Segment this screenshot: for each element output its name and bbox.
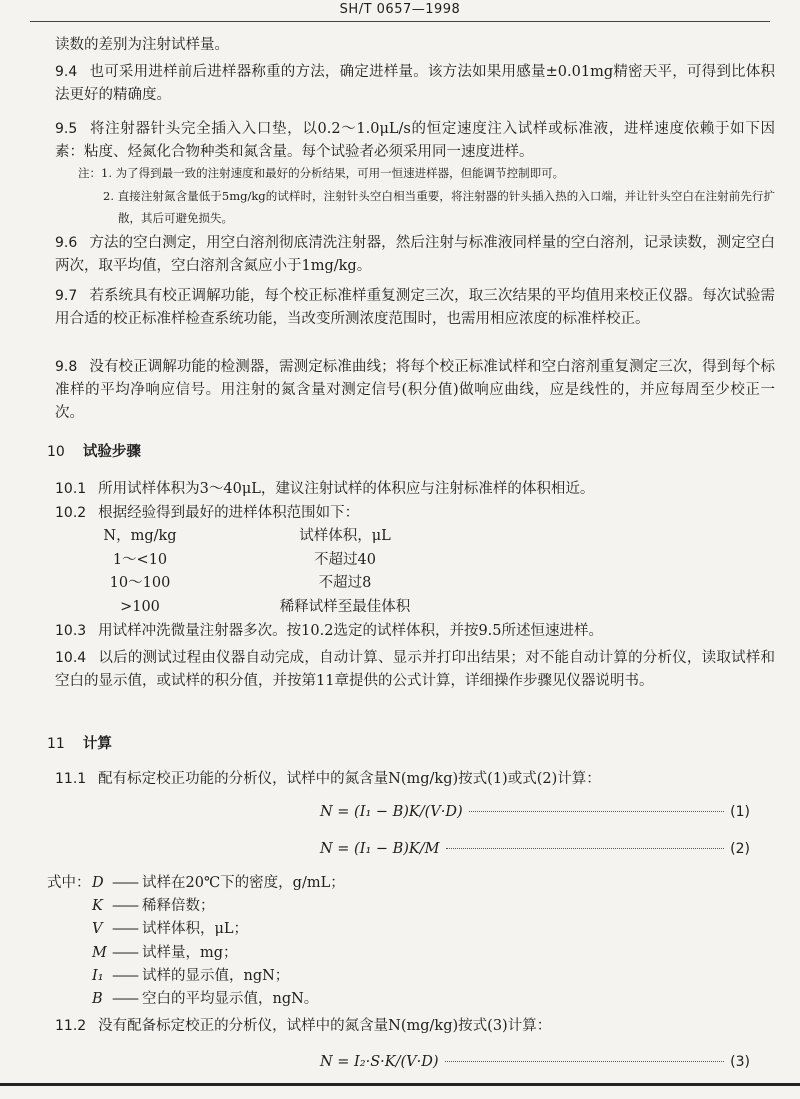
note-2 — [103, 185, 775, 229]
clause-text: 用试样冲洗微量注射器多次。按10.2选定的试样体积，并按9.5所述恒速进样。 — [98, 623, 604, 639]
table-row — [100, 572, 460, 596]
table-cell: 10～100 — [109, 575, 171, 592]
clause-number: 9.6 — [55, 235, 78, 251]
clause-text: 没有校正调解功能的检测器，需测定标准曲线；将每个校正标准试样和空白溶剂重复测定三次，得到每个标准样的平均净响应信号。用注射的氮含量对测定信号(积分值)做响应曲线，应是线性的，并应每周至少校正一次。 — [55, 359, 775, 421]
clause-9-6 — [55, 232, 775, 278]
table-row — [100, 596, 460, 620]
table-cell: 稀释试样至最佳体积 — [279, 598, 411, 615]
table-cell: 不超过8 — [318, 575, 372, 592]
clause-10-3 — [55, 620, 775, 643]
note-text: 2. 直接注射氮含量低于5mg/kg的试样时，注射针头空白相当重要，将注射器的针头插入热的入口端，并让针头空白在注射前先行扩散，其后可避免损失。 — [103, 189, 775, 225]
clause-text: 将注射器针头完全插入入口垫，以0.2～1.0μL/s的恒定速度注入试样或标准液，进样速度依赖于如下因素：粘度、烃氮化合物种类和氮含量。每个试验者必须采用同一速度进样。 — [55, 121, 775, 160]
variable-symbol: K — [92, 898, 103, 915]
formula-number: (1) — [730, 804, 750, 820]
continued-text-content: 读数的差别为注射试样量。 — [55, 37, 229, 53]
clause-number: 11.1 — [55, 771, 87, 787]
clause-number: 9.8 — [55, 359, 78, 375]
variable-description: 试样量，mg； — [142, 944, 238, 961]
formula-1 — [320, 801, 750, 824]
clause-text: 配有标定校正功能的分析仪，试样中的氮含量N(mg/kg)按式(1)或式(2)计算： — [98, 771, 601, 787]
sample-volume-table — [100, 525, 460, 619]
variable-symbol: M — [92, 944, 107, 961]
footer-rule — [0, 1083, 800, 1086]
table-header-row — [100, 525, 460, 549]
clause-11-1 — [55, 768, 775, 791]
table-cell: >100 — [120, 598, 160, 615]
note-label: 注： — [78, 166, 101, 180]
clause-text: 方法的空白测定，用空白溶剂彻底清洗注射器，然后注射与标准液同样量的空白溶剂，记录读数，测定空白两次，取平均值，空白溶剂含氮应小于1mg/kg。 — [55, 235, 775, 274]
note-text: 1. 为了得到最一致的注射速度和最好的分析结果，可用一恒速进样器，但能调节控制即可。 — [101, 166, 565, 180]
where-label: 式中： — [47, 875, 91, 891]
variable-symbol: B — [92, 990, 103, 1007]
formula-2 — [320, 838, 750, 861]
clause-number: 10.1 — [55, 481, 87, 497]
section-number: 11 — [47, 736, 65, 752]
section-title: 计算 — [82, 735, 112, 752]
clause-number: 11.2 — [55, 1018, 87, 1034]
clause-text: 所用试样体积为3～40μL，建议注射试样的体积应与注射标准样的体积相近。 — [98, 481, 595, 497]
clause-10-1 — [55, 478, 775, 501]
clause-text: 若系统具有校正调解功能，每个校正标准样重复测定三次，取三次结果的平均值用来校正仪器。每次试验需用合适的校正标准样检查系统功能，当改变所测浓度范围时，也需用相应浓度的标准样校正。 — [55, 288, 775, 327]
formula-number: (3) — [730, 1054, 750, 1070]
formula-expression: N = (I₁ − B)K/M — [320, 841, 440, 857]
clause-text: 根据经验得到最好的进样体积范围如下： — [98, 505, 360, 521]
continued-text — [55, 34, 775, 57]
clause-number: 10.4 — [55, 650, 87, 666]
definition-row — [47, 918, 767, 941]
section-title: 试验步骤 — [82, 443, 141, 460]
clause-9-7 — [55, 285, 775, 331]
definition-dash: —— — [112, 967, 137, 984]
definition-dash: —— — [112, 921, 137, 938]
formula-3 — [320, 1051, 750, 1074]
definition-row — [47, 872, 767, 895]
clause-number: 9.5 — [55, 121, 78, 137]
definition-row — [47, 942, 767, 965]
definition-dash: —— — [112, 990, 137, 1007]
dot-leader — [446, 848, 725, 849]
clause-number: 10.3 — [55, 623, 87, 639]
definition-dash: —— — [112, 898, 137, 915]
dot-leader — [469, 811, 724, 812]
clause-text: 也可采用进样前后进样器称重的方法，确定进样量。该方法如果用感量±0.01mg精密天平，可得到比体积法更好的精确度。 — [55, 64, 775, 103]
table-header-cell: 试样体积，μL — [299, 528, 391, 544]
definition-dash: —— — [112, 875, 137, 891]
formula-number: (2) — [730, 841, 750, 857]
page-header — [30, 0, 770, 22]
clause-text: 没有配备标定校正的分析仪，试样中的氮含量N(mg/kg)按式(3)计算： — [98, 1018, 552, 1034]
formula-expression: N = I₂·S·K/(V·D) — [320, 1054, 439, 1070]
clause-9-8 — [55, 356, 775, 425]
definition-dash: —— — [112, 944, 137, 961]
clause-9-5 — [55, 118, 775, 164]
clause-10-4 — [55, 647, 775, 693]
variable-description: 试样体积，μL； — [142, 921, 249, 938]
clause-text: 以后的测试过程由仪器自动完成，自动计算、显示并打印出结果；对不能自动计算的分析仪，读取试样和空白的显示值，或试样的积分值，并按第11章提供的公式计算，详细操作步骤见仪器说明书。 — [55, 650, 775, 689]
variable-description: 空白的平均显示值，ngN。 — [142, 990, 319, 1007]
table-cell: 不超过40 — [314, 551, 376, 568]
variable-description: 稀释倍数； — [142, 898, 215, 915]
note-1 — [78, 162, 775, 184]
clause-11-2 — [55, 1015, 775, 1038]
dot-leader — [445, 1061, 725, 1062]
formula-expression: N = (I₁ − B)K/(V·D) — [320, 804, 463, 820]
section-11-heading — [47, 732, 112, 756]
table-cell: 1～<10 — [112, 551, 168, 568]
variable-symbol: D — [92, 875, 104, 891]
variable-symbol: V — [92, 921, 103, 938]
clause-number: 9.4 — [55, 64, 78, 80]
section-number: 10 — [47, 444, 65, 460]
variable-symbol: I₁ — [92, 967, 104, 984]
section-10-heading — [47, 440, 141, 464]
definition-row — [47, 988, 767, 1011]
clause-number: 10.2 — [55, 505, 87, 521]
clause-10-2 — [55, 502, 775, 525]
variable-definitions — [47, 872, 767, 1011]
definition-row — [47, 895, 767, 918]
table-header-cell: N，mg/kg — [103, 528, 177, 544]
standard-code: SH/T 0657—1998 — [339, 2, 461, 17]
clause-number: 9.7 — [55, 288, 78, 304]
variable-description: 试样在20℃下的密度，g/mL； — [142, 875, 345, 891]
table-row — [100, 549, 460, 573]
clause-9-4 — [55, 61, 775, 107]
definition-row — [47, 965, 767, 988]
variable-description: 试样的显示值，ngN； — [142, 967, 290, 984]
